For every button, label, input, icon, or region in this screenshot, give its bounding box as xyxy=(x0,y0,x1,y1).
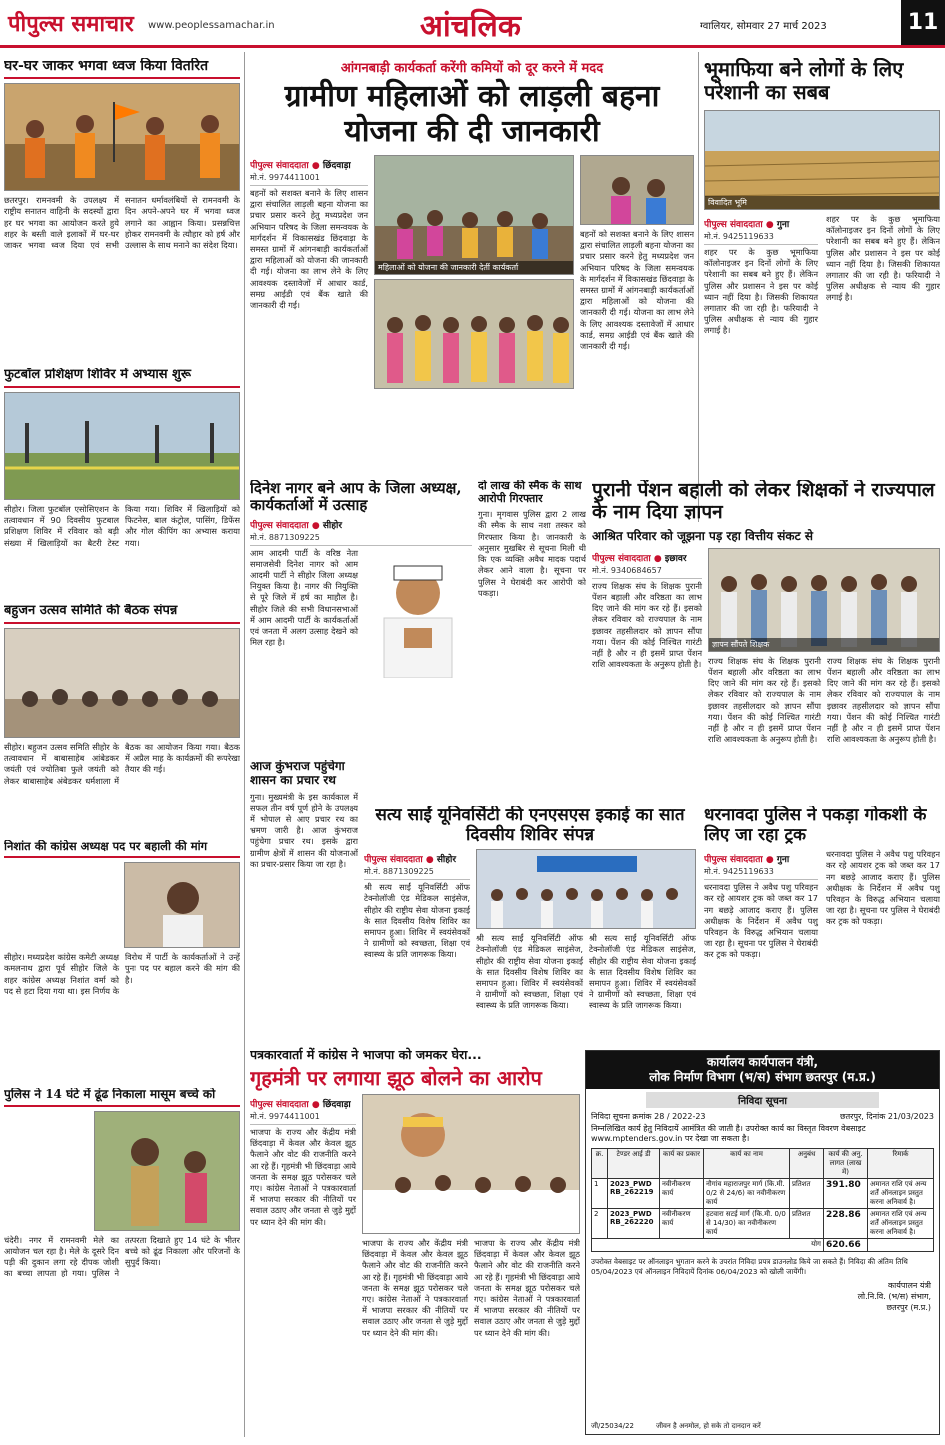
mobile: मो.नं. 8871309225 xyxy=(364,866,470,880)
photo-police xyxy=(94,1111,240,1231)
photo-illustration xyxy=(364,548,472,678)
photo-pension xyxy=(708,548,940,652)
tender-header xyxy=(586,1051,939,1089)
col-header: कार्य का नाम xyxy=(704,1149,790,1179)
col-header: कार्य का प्रकार xyxy=(660,1149,704,1179)
photo-bhumafia xyxy=(704,110,940,210)
story-police-child xyxy=(4,1088,240,1438)
story-body: राज्य शिक्षक संघ के शिक्षक पुरानी पेंशन बहाली और वरिष्ठता का लाभ दिए जाने की मांग कर रहे हैं। इसको लेकर रविवार को राज्यपाल के नाम इछावर तहसीलदार को ज्ञापन सौंपा गया। पेंशन की कोई निश्चित गारंटी नहीं है और न ही इसमें प्राप्त पेंशन राशि आवश्यकता के अनुरूप होती है। xyxy=(592,580,702,670)
mobile: मो.नं. 9425119633 xyxy=(704,231,818,245)
story-body: श्री सत्य साईं यूनिवर्सिटी ऑफ टेक्नोलॉजी एंड मेडिकल साइंसेज, सीहोर की राष्ट्रीय सेवा योजना इकाई के सात दिवसीय विशेष शिविर का समापन हुआ। शिविर में स्वयंसेवकों ने ग्रामीणों को स्वच्छता, शिक्षा एवं स्वास्थ्य के प्रति जागरूक किया। xyxy=(364,882,470,960)
story-flag xyxy=(4,58,240,358)
photo-illustration xyxy=(375,280,574,389)
headline[interactable]: धरनावदा पुलिस ने पकड़ा गोकशी के लिए जा रहा ट्रक xyxy=(704,806,927,845)
tender-signature: कार्यपालन यंत्री लो.नि.वि. (भ/स) संभाग, छतरपुर (म.प्र.) xyxy=(857,1281,931,1312)
kicker: पत्रकारवार्ता में कांग्रेस ने भाजपा को जमकर घेरा... xyxy=(250,1047,482,1062)
tender-note: जीवन है अनमोल, हो सके तो दानदान करें xyxy=(656,1422,761,1430)
byline: पीपुल्स संवाददाता ● गुना xyxy=(704,220,790,230)
story-body: सीहोर। जिला फुटबॉल एसोसिएशन के तत्वावधान में 90 दिवसीय फुटबाल प्रशिक्षण शिविर में रविवार को बड़ी संख्या में खिलाड़ियों का बैटरी टेस्ट किया गया। शिविर में खिलाड़ियों को फिटनेस, बाल कंट्रोल, पासिंग, डिफेंस और गोल कीपिंग का अभ्यास कराया गया। xyxy=(4,503,240,548)
mobile: मो.नं. 8871309225 xyxy=(250,532,472,546)
masthead xyxy=(0,0,945,48)
col-header: कार्य की अनु. लागत (लाख में) xyxy=(824,1149,868,1179)
dateline: ग्वालियर, सोमवार 27 मार्च 2023 xyxy=(700,21,827,32)
story-body: शहर पर के कुछ भूमाफिया कॉलोनाइजर इन दिनों लोगों के लिए परेशानी का सबब बने हुए हैं। लेकिन पुलिस और प्रशासन ने इस पर कोई ध्यान नहीं दिया है। जिसकी शिकायत लगातार की जा रही है। फरियादी ने पुलिस अधीक्षक से न्याय की गुहार लगाई है। xyxy=(704,247,818,336)
headline[interactable]: घर-घर जाकर भगवा ध्वज किया वितरित xyxy=(4,58,240,79)
mobile: मो.नं. 9425119633 xyxy=(704,866,818,880)
story-body-cont: बहनों को सशक्त बनाने के लिए शासन द्वारा संचालित लाड़ली बहना योजना का प्रचार प्रसार करने हेतु मध्यप्रदेश जन अभियान परिषद के जिला समन्वयक के मार्गदर्शन में विकासखंड छिंदवाड़ा के समस्त ग्रामों में आंगनबाड़ी कार्यकर्ताओं द्वारा महिलाओं को योजना की जानकारी दी गई। योजना का लाभ लेने के लिए आवश्यक दस्तावेजों में आधार कार्ड, समग्र आईडी एवं बैंक खाते की जानकारी दी गई। xyxy=(580,229,694,352)
headline[interactable]: पुरानी पेंशन बहाली को लेकर शिक्षकों ने राज्यपाल के नाम दिया ज्ञापन xyxy=(592,480,935,523)
col-header: रिमार्क xyxy=(868,1149,934,1179)
story-body-cont: श्री सत्य साईं यूनिवर्सिटी ऑफ टेक्नोलॉजी एंड मेडिकल साइंसेज, सीहोर की राष्ट्रीय सेवा योजना इकाई के सात दिवसीय विशेष शिविर का समापन हुआ। शिविर में स्वयंसेवकों ने ग्रामीणों को स्वच्छता, शिक्षा एवं स्वास्थ्य के प्रति जागरूक किया। xyxy=(589,933,696,1011)
story-body: सीहोर। बहुजन उत्सव समिति सीहोर के तत्वावधान में बाबासाहेब आंबेडकर जयंती एवं ज्योतिबा फुले जयंती को लेकर बाबासाहेब अंबेडकर धर्मशाला में बैठक का आयोजन किया गया। बैठक में अप्रैल माह के कार्यक्रमों की रूपरेखा तैयार की गई। xyxy=(4,741,240,786)
headline[interactable]: भूमाफिया बने लोगों के लिए परेशानी का सबब xyxy=(704,58,904,104)
col-header: अनुबंध xyxy=(790,1149,824,1179)
tender-intro: निम्नलिखित कार्य हेतु निविदायें आमंत्रित की जाती है। उपरोक्त कार्य का विस्तृत विवरण वेबसाइट www.mptenders.gov.in पर देखा जा सकता है। xyxy=(591,1124,866,1143)
photo-caption: ज्ञापन सौंपते शिक्षक xyxy=(709,638,939,651)
tender-footer: उपरोक्त वेबसाइट पर ऑनलाइन भुगतान करने के उपरांत निविदा प्रपत्र डाउनलोड किये जा सकते हैं। निविदा की अंतिम तिथि 05/04/2023 एवं ऑनलाइन निविदायें दिनांक 06/04/2023 को खोली जायेंगी। xyxy=(591,1257,908,1276)
byline: पीपुल्स संवाददाता ● छिंदवाड़ा xyxy=(250,161,351,171)
photo-illustration xyxy=(95,1112,240,1231)
byline: पीपुल्स संवाददाता ● गुना xyxy=(704,855,790,866)
kicker: आंगनबाड़ी कार्यकर्ता करेंगी कमियों को दूर करने में मदद xyxy=(340,61,604,76)
mobile: मो.नं. 9340684657 xyxy=(592,565,702,579)
byline: पीपुल्स संवाददाता ● इछावर xyxy=(592,553,687,564)
photo-nss xyxy=(476,849,696,929)
story-ladli xyxy=(250,58,694,468)
headline[interactable]: निशांत की कांग्रेस अध्यक्ष पद पर बहाली की मांग xyxy=(4,840,240,858)
table-row: 2 2023_PWD RB_262220 नवीनीकरण कार्य हटवारा सटई मार्ग (कि.मी. 0/0 से 14/30) का नवीनीकरण कार्य प्रतिशत 228.86 अमानत राशि एवं अन्य शर्तें ऑनलाइन प्रस्तुत करना अनिवार्य है। xyxy=(592,1209,934,1239)
photo-football xyxy=(4,392,240,500)
mobile: मो.नं. 9974411001 xyxy=(250,172,368,186)
story-kumbhraj xyxy=(250,760,358,1030)
story-pension xyxy=(592,480,940,798)
headline[interactable]: फुटबॉल प्रशिक्षण शिविर में अभ्यास शुरू xyxy=(4,368,240,388)
story-body-cont: राज्य शिक्षक संघ के शिक्षक पुरानी पेंशन बहाली और वरिष्ठता का लाभ दिए जाने की मांग कर रहे हैं। इसको लेकर रविवार को राज्यपाल के नाम इछावर तहसीलदार को ज्ञापन सौंपा गया। पेंशन की कोई निश्चित गारंटी नहीं है और न ही इसमें प्राप्त पेंशन राशि आवश्यकता के अनुरूप होती है। xyxy=(827,655,940,745)
headline[interactable]: दिनेश नागर बने आप के जिला अध्यक्ष, कार्यकर्ताओं में उत्साह xyxy=(250,480,462,515)
tender-table xyxy=(591,1148,934,1252)
section-title: आंचलिक xyxy=(420,9,521,44)
column-rule xyxy=(244,52,245,1437)
photo-ladli-2 xyxy=(374,279,574,389)
headline[interactable]: ग्रामीण महिलाओं को लाड़ली बहना योजना की दी जानकारी xyxy=(284,79,660,149)
story-bahujan xyxy=(4,604,240,832)
story-body: बहनों को सशक्त बनाने के लिए शासन द्वारा संचालित लाड़ली बहना योजना का प्रचार प्रसार करने हेतु मध्यप्रदेश जन अभियान परिषद के जिला समन्वयक के मार्गदर्शन में विकासखंड छिंदवाड़ा के समस्त ग्रामों में आंगनबाड़ी कार्यकर्ताओं द्वारा महिलाओं को योजना की जानकारी दी गई। योजना का लाभ लेने के लिए आवश्यक दस्तावेजों में आधार कार्ड, समग्र आईडी एवं बैंक खाते की जानकारी दी गई। xyxy=(250,188,368,311)
photo-aap xyxy=(364,548,472,678)
story-body: आम आदमी पार्टी के वरिष्ठ नेता समाजसेवी दिनेश नागर को आम आदमी पार्टी ने सीहोर जिला अध्यक्ष नियुक्त किया है। नागर की नियुक्ति से पूरे जिले में हर्ष का माहौल है। सीहोर जिले की सभी विधानसभाओं में आम आदमी पार्टी के कार्यकर्ताओं एवं जनता में अलग उत्साह देखने को मिल रहा है। xyxy=(250,547,358,648)
story-smack xyxy=(478,480,586,750)
story-body-cont: श्री सत्य साईं यूनिवर्सिटी ऑफ टेक्नोलॉजी एंड मेडिकल साइंसेज, सीहोर की राष्ट्रीय सेवा योजना इकाई के सात दिवसीय विशेष शिविर का समापन हुआ। शिविर में स्वयंसेवकों ने ग्रामीणों को स्वच्छता, शिक्षा एवं स्वास्थ्य के प्रति जागरूक किया। xyxy=(476,933,583,1011)
story-body-cont: राज्य शिक्षक संघ के शिक्षक पुरानी पेंशन बहाली और वरिष्ठता का लाभ दिए जाने की मांग कर रहे हैं। इसको लेकर रविवार को राज्यपाल के नाम इछावर तहसीलदार को ज्ञापन सौंपा गया। पेंशन की कोई निश्चित गारंटी नहीं है और न ही इसमें प्राप्त पेंशन राशि आवश्यकता के अनुरूप होती है। xyxy=(708,655,821,745)
photo-illustration xyxy=(5,393,240,500)
tender-office: लोक निर्माण विभाग (भ/स) संभाग छतरपुर (म.प्र.) xyxy=(649,1070,876,1084)
photo-caption: महिलाओं को योजना की जानकारी देतीं कार्यकर्ता xyxy=(375,261,573,274)
photo-ladli-3 xyxy=(580,155,694,225)
story-body: गुना। मुख्यमंत्री के इस कार्यकाल में सफल तीन वर्ष पूर्ण होने के उपलक्ष्य में भोपाल से आए प्रचार रथ का भ्रमण जारी है। आज कुंभराज पहुंचेगा प्रचार रथ। इसके द्वारा ग्रामीण क्षेत्रों में शासन की योजनाओं का प्रचार-प्रसार किया जा रहा है। xyxy=(250,791,358,869)
photo-illustration xyxy=(5,84,240,191)
story-bhumafia xyxy=(704,58,940,470)
photo-congress xyxy=(124,862,240,948)
story-body-cont: धरनावदा पुलिस ने अवैध पशु परिवहन कर रहे आयशर ट्रक को जब्त कर 17 नग बछड़े आजाद कराए हैं। पुलिस अधीक्षक के निर्देशन में अवैध पशु परिवहन के विरुद्ध अभियान चलाया जा रहा है। सूचना पर पुलिस ने घेराबंदी कर ट्रक को पकड़ा। xyxy=(826,849,940,927)
col-header: टेण्डर आई डी xyxy=(608,1149,660,1179)
photo-illustration xyxy=(363,1095,580,1234)
byline: पीपुल्स संवाददाता ● सीहोर xyxy=(364,855,457,866)
story-body: छतरपुर। रामनवमी के उपलक्ष्य में राष्ट्रीय सनातन वाहिनी के सदस्यों द्वारा हर घर भगवा का आयोजन करते हुये शहर के बस्ती वाले इलाकों में घर-घर जाकर भगवा ध्वज दिया एवं सभी सनातन धर्मावलंबियों से रामनवमी के दिन अपने-अपने घर में भगवा ध्वज लगाने का आह्वान किया। प्रसन्नचित्त होकर रामनवमी के त्यौहार को हर्ष और उल्लास के साथ मनाने का संदेश दिया। xyxy=(4,195,240,250)
brand-logo[interactable]: पीपुल्स समाचार xyxy=(8,11,134,37)
photo-ladli xyxy=(374,155,574,275)
photo-illustration xyxy=(375,156,574,275)
story-congress-pc xyxy=(250,1046,580,1436)
tender-date: छतरपुर, दिनांक 21/03/2023 xyxy=(840,1112,934,1121)
tender-code: जी/25034/22 xyxy=(591,1422,634,1430)
story-congress-post xyxy=(4,840,240,1080)
table-total-row: योग 620.66 xyxy=(592,1239,934,1252)
column-rule xyxy=(698,52,699,522)
story-body-cont: शहर पर के कुछ भूमाफिया कॉलोनाइजर इन दिनों लोगों के लिए परेशानी का सबब बने हुए हैं। लेकिन पुलिस और प्रशासन ने इस पर कोई ध्यान नहीं दिया है। जिसकी शिकायत लगातार की जा रही है। फरियादी ने पुलिस अधीक्षक से न्याय की गुहार लगाई है। xyxy=(826,214,940,303)
headline[interactable]: गृहमंत्री पर लगाया झूठ बोलने का आरोप xyxy=(250,1066,542,1090)
mobile: मो.नं. 9974411001 xyxy=(250,1111,356,1125)
story-truck xyxy=(704,806,940,1044)
headline[interactable]: सत्य साईं यूनिवर्सिटी की एनएसएस इकाई का सात दिवसीय शिविर संपन्न xyxy=(375,806,685,845)
story-body-cont: भाजपा के राज्य और केंद्रीय मंत्री छिंदवाड़ा में केवल और केवल झूठ फैलाने और वोट की राजनीति करने आ रहे हैं। गृहमंत्री भी छिंदवाड़ा आये जनता के समक्ष झूठ परोसकर चले गए। कांग्रेस नेताओं ने पत्रकारवार्ता में भाजपा सरकार की नीतियों पर सवाल उठाए और जनता से जुड़े मुद्दों पर ध्यान देने की मांग की। xyxy=(362,1238,468,1338)
photo-illustration xyxy=(5,629,240,738)
byline: पीपुल्स संवाददाता ● सीहोर xyxy=(250,520,343,531)
story-body: सीहोर। मध्यप्रदेश कांग्रेस कमेटी अध्यक्ष कमलनाथ द्वारा पूर्व सीहोर जिले के शहर कांग्रेस अध्यक्ष निशांत वर्मा को पद से हटा दिया गया था। इस निर्णय के विरोध में पार्टी के कार्यकर्ताओं ने उन्हें पुनः पद पर बहाल करने की मांग की है। xyxy=(4,952,240,996)
story-football xyxy=(4,368,240,598)
story-body: धरनावदा पुलिस ने अवैध पशु परिवहन कर रहे आयशर ट्रक को जब्त कर 17 नग बछड़े आजाद कराए हैं। पुलिस अधीक्षक के निर्देशन में अवैध पशु परिवहन के विरुद्ध अभियान चलाया जा रहा है। सूचना पर पुलिस ने घेराबंदी कर ट्रक को पकड़ा। xyxy=(704,882,818,960)
story-body: चंदेरी। नगर में रामनवमी मेले का आयोजन चल रहा है। मेले के दूसरे दिन पड़ी की दुकान लगा रहे दीपक जोशी का बच्चा लापता हो गया। पुलिस ने तत्परता दिखाते हुए 14 घंटे के भीतर बच्चे को ढूंढ निकाला और परिजनों के सुपुर्द किया। xyxy=(4,1234,240,1279)
tender-label: निविदा सूचना xyxy=(646,1092,879,1108)
photo-caption: विवादित भूमि xyxy=(705,196,939,209)
subhead: आश्रित परिवार को जूझना पड़ रहा वित्तीय संकट से xyxy=(592,528,813,543)
table-row: 1 2023_PWD RB_262219 नवीनीकरण कार्य नौगांव महाराजपुर मार्ग (कि.मी. 0/2 से 24/6) का नवीनीकरण कार्य प्रतिशत 391.80 अमानत राशि एवं अन्य शर्तें ऑनलाइन प्रस्तुत करना अनिवार्य है। xyxy=(592,1179,934,1209)
tender-number: निविदा सूचना क्रमांक 28 / 2022-23 xyxy=(591,1112,706,1121)
col-header: क्र. xyxy=(592,1149,608,1179)
photo-illustration xyxy=(581,156,694,225)
byline: पीपुल्स संवाददाता ● छिंदवाड़ा xyxy=(250,1100,351,1110)
headline[interactable]: बहुजन उत्सव समिति की बैठक संपन्न xyxy=(4,604,240,624)
headline[interactable]: पुलिस ने 14 घंटे में ढूंढ निकाला मासूम बच्चे को xyxy=(4,1088,240,1107)
photo-illustration xyxy=(477,850,696,929)
tender-notice xyxy=(585,1050,940,1435)
story-aap xyxy=(250,480,472,750)
photo-bahujan xyxy=(4,628,240,738)
photo-illustration xyxy=(709,549,940,652)
photo-congress-pc xyxy=(362,1094,580,1234)
tender-title: कार्यालय कार्यपालन यंत्री, xyxy=(706,1055,819,1069)
story-body: गुना। मृगवास पुलिस द्वारा 2 लाख की स्मैक के साथ नशा तस्कर को गिरफ्तार किया है। जानकारी के अनुसार मुखबिर से सूचना मिली थी कि एक व्यक्ति अवैध मादक पदार्थ लेकर आने वाला है। सूचना पर पुलिस ने घेराबंदी कर आरोपी को पकड़ा। xyxy=(478,509,586,598)
story-body: भाजपा के राज्य और केंद्रीय मंत्री छिंदवाड़ा में केवल और केवल झूठ फैलाने और वोट की राजनीति करने आ रहे हैं। गृहमंत्री भी छिंदवाड़ा आये जनता के समक्ष झूठ परोसकर चले गए। कांग्रेस नेताओं ने पत्रकारवार्ता में भाजपा सरकार की नीतियों पर सवाल उठाए और जनता से जुड़े मुद्दों पर ध्यान देने की मांग की। xyxy=(250,1127,356,1227)
page-number: 11 xyxy=(901,0,945,45)
photo-flag xyxy=(4,83,240,191)
photo-illustration xyxy=(125,863,240,948)
headline[interactable]: आज कुंभराज पहुंचेगा शासन का प्रचार रथ xyxy=(250,760,345,787)
story-nss xyxy=(364,806,696,1036)
headline[interactable]: दो लाख की स्मैक के साथ आरोपी गिरफ्तार xyxy=(478,480,582,505)
website-url[interactable]: www.peoplessamachar.in xyxy=(148,20,275,31)
tender-number-line xyxy=(586,1111,939,1123)
story-body-cont: भाजपा के राज्य और केंद्रीय मंत्री छिंदवाड़ा में केवल और केवल झूठ फैलाने और वोट की राजनीति करने आ रहे हैं। गृहमंत्री भी छिंदवाड़ा आये जनता के समक्ष झूठ परोसकर चले गए। कांग्रेस नेताओं ने पत्रकारवार्ता में भाजपा सरकार की नीतियों पर सवाल उठाए और जनता से जुड़े मुद्दों पर ध्यान देने की मांग की। xyxy=(474,1238,580,1338)
